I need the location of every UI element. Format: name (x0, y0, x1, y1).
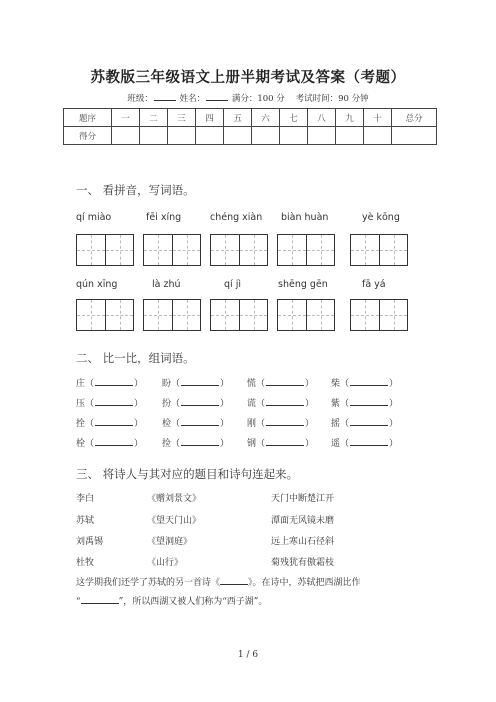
answer-blank[interactable] (266, 436, 304, 446)
poet-name[interactable]: 李白 (76, 494, 95, 504)
close-paren: ） (305, 399, 315, 409)
pinyin-label: biàn huàn (281, 212, 329, 223)
poet-name[interactable]: 刘禹锡 (76, 537, 104, 547)
close-paren: ） (305, 419, 315, 429)
compare-item (162, 376, 229, 389)
compare-char: 拴 (76, 419, 86, 429)
answer-blank[interactable] (350, 436, 388, 446)
writing-grid[interactable] (210, 234, 268, 266)
compare-item (76, 376, 143, 389)
writing-grid[interactable] (143, 299, 201, 331)
compare-item (331, 396, 398, 409)
para-text: “ (76, 597, 81, 607)
compare-item (331, 436, 398, 449)
table-cell: 一 (112, 109, 140, 127)
score-table-row (64, 127, 437, 145)
open-paren: （ (85, 419, 95, 429)
page-number: 1 / 6 (237, 650, 259, 660)
compare-item (331, 416, 398, 429)
open-paren: （ (256, 439, 266, 449)
compare-char: 遥 (331, 439, 341, 449)
compare-char: 刚 (247, 419, 257, 429)
para-text: 这学期我们还学了苏轼的另一首诗《 (76, 578, 221, 588)
close-paren: ） (220, 379, 230, 389)
answer-blank[interactable] (181, 436, 219, 446)
close-paren: ） (134, 399, 144, 409)
pinyin-label: qún xīng (76, 279, 118, 290)
pinyin-label: là zhú (152, 279, 181, 290)
writing-grid[interactable] (76, 299, 134, 331)
poem-title[interactable]: 《望天门山》 (147, 516, 202, 526)
score-table-header (64, 109, 437, 127)
table-cell: 二 (140, 109, 168, 127)
poem-line[interactable]: 天门中断楚江开 (271, 494, 335, 504)
compare-char: 摇 (331, 419, 341, 429)
compare-item (247, 436, 314, 449)
compare-char: 钢 (247, 439, 257, 449)
table-cell: 九 (336, 109, 364, 127)
answer-blank[interactable] (181, 416, 219, 426)
pinyin-label: shēng gēn (278, 279, 328, 290)
writing-grid[interactable] (210, 299, 268, 331)
pinyin-label: chéng xiàn (210, 212, 263, 223)
open-paren: （ (256, 419, 266, 429)
compare-item (76, 436, 143, 449)
open-paren: （ (85, 379, 95, 389)
compare-char: 紫 (331, 399, 341, 409)
open-paren: （ (340, 379, 350, 389)
open-paren: （ (340, 419, 350, 429)
score-table (63, 108, 437, 145)
open-paren: （ (85, 439, 95, 449)
pinyin-label: fā yá (362, 279, 386, 290)
compare-item (331, 376, 398, 389)
open-paren: （ (340, 399, 350, 409)
name-label: 姓名： (179, 94, 206, 104)
close-paren: ） (220, 419, 230, 429)
open-paren: （ (256, 399, 266, 409)
score-cell[interactable] (308, 127, 336, 145)
answer-blank[interactable] (350, 396, 388, 406)
class-blank[interactable] (154, 100, 176, 101)
close-paren: ） (220, 439, 230, 449)
table-cell: 题序 (64, 109, 112, 127)
open-paren: （ (171, 439, 181, 449)
open-paren: （ (171, 379, 181, 389)
answer-blank[interactable] (266, 376, 304, 386)
close-paren: ） (134, 439, 144, 449)
table-cell: 七 (280, 109, 308, 127)
close-paren: ） (134, 419, 144, 429)
open-paren: （ (171, 419, 181, 429)
pinyin-label: yè kōng (362, 212, 400, 223)
answer-blank[interactable] (266, 396, 304, 406)
table-cell: 得分 (64, 127, 112, 145)
compare-char: 扮 (162, 399, 172, 409)
score-cell[interactable] (392, 127, 437, 145)
close-paren: ） (389, 379, 399, 389)
score-cell[interactable] (224, 127, 252, 145)
compare-item (247, 396, 314, 409)
compare-char: 庄 (76, 379, 86, 389)
compare-char: 压 (76, 399, 86, 409)
compare-item (162, 416, 229, 429)
answer-blank[interactable] (350, 416, 388, 426)
answer-blank[interactable] (95, 416, 133, 426)
paragraph-line-1 (76, 575, 361, 588)
answer-blank[interactable] (95, 376, 133, 386)
score-cell[interactable] (280, 127, 308, 145)
answer-blank[interactable] (95, 436, 133, 446)
poem-line[interactable]: 潭面无风镜未磨 (271, 516, 335, 526)
score-cell[interactable] (112, 127, 140, 145)
table-cell: 五 (224, 109, 252, 127)
poem-title[interactable]: 《赠刘景文》 (147, 494, 202, 504)
compare-char: 慌 (247, 379, 257, 389)
pinyin-label: fēi xíng (146, 212, 182, 223)
writing-grid[interactable] (277, 299, 335, 331)
score-label: 满分：100 分 (231, 94, 285, 104)
compare-char: 捡 (162, 439, 172, 449)
poem-line[interactable]: 菊残犹有傲霜枝 (271, 558, 335, 568)
poem-title[interactable]: 《山行》 (147, 558, 184, 568)
answer-blank[interactable] (220, 575, 248, 585)
score-cell[interactable] (336, 127, 364, 145)
writing-grid[interactable] (277, 234, 335, 266)
pinyin-label: qí jì (224, 279, 241, 290)
compare-char: 谎 (247, 399, 257, 409)
table-cell: 十 (364, 109, 392, 127)
table-cell: 总分 (392, 109, 437, 127)
pinyin-label: qí miào (76, 212, 112, 223)
score-cell[interactable] (196, 127, 224, 145)
table-cell: 四 (196, 109, 224, 127)
compare-item (162, 396, 229, 409)
poet-name[interactable]: 苏轼 (76, 516, 95, 526)
section2-heading: 二、 比一比，组词语。 (76, 351, 195, 365)
time-label: 考试时间：90 分钟 (295, 94, 369, 104)
compare-item (76, 416, 143, 429)
compare-char: 检 (162, 419, 172, 429)
poem-line[interactable]: 远上寒山石径斜 (271, 537, 335, 547)
poem-title[interactable]: 《望洞庭》 (147, 537, 193, 547)
close-paren: ） (305, 439, 315, 449)
open-paren: （ (256, 379, 266, 389)
writing-grid[interactable] (350, 299, 408, 331)
answer-blank[interactable] (81, 594, 119, 604)
section3-heading: 三、 将诗人与其对应的题目和诗句连起来。 (76, 467, 299, 481)
score-cell[interactable] (252, 127, 280, 145)
compare-char: 柴 (331, 379, 341, 389)
score-cell[interactable] (168, 127, 196, 145)
open-paren: （ (85, 399, 95, 409)
table-cell: 八 (308, 109, 336, 127)
name-blank[interactable] (206, 100, 228, 101)
close-paren: ） (134, 379, 144, 389)
answer-blank[interactable] (350, 376, 388, 386)
open-paren: （ (340, 439, 350, 449)
writing-grid[interactable] (76, 234, 134, 266)
para-text: 》。在诗中，苏轼把西湖比作 (248, 578, 361, 588)
answer-blank[interactable] (95, 396, 133, 406)
writing-grid[interactable] (143, 234, 201, 266)
score-cell[interactable] (364, 127, 392, 145)
close-paren: ） (220, 399, 230, 409)
table-cell: 三 (168, 109, 196, 127)
open-paren: （ (171, 399, 181, 409)
info-line (0, 92, 496, 104)
close-paren: ） (305, 379, 315, 389)
compare-item (76, 396, 143, 409)
writing-grid[interactable] (350, 234, 408, 266)
compare-item (162, 436, 229, 449)
page-title: 苏教版三年级语文上册半期考试及答案（考题） (90, 69, 406, 86)
answer-blank[interactable] (181, 396, 219, 406)
para-text: ”，所以西湖又被人们称为“西子湖”。 (118, 597, 268, 607)
paragraph-line-2 (76, 594, 267, 607)
compare-char: 栓 (76, 439, 86, 449)
score-cell[interactable] (140, 127, 168, 145)
answer-blank[interactable] (181, 376, 219, 386)
answer-blank[interactable] (266, 416, 304, 426)
compare-item (247, 376, 314, 389)
close-paren: ） (389, 399, 399, 409)
compare-item (247, 416, 314, 429)
section1-heading: 一、 看拼音，写词语。 (76, 183, 195, 197)
close-paren: ） (389, 439, 399, 449)
class-label: 班级： (127, 94, 153, 104)
close-paren: ） (389, 419, 399, 429)
table-cell: 六 (252, 109, 280, 127)
compare-char: 盼 (162, 379, 172, 389)
poet-name[interactable]: 杜牧 (76, 558, 95, 568)
